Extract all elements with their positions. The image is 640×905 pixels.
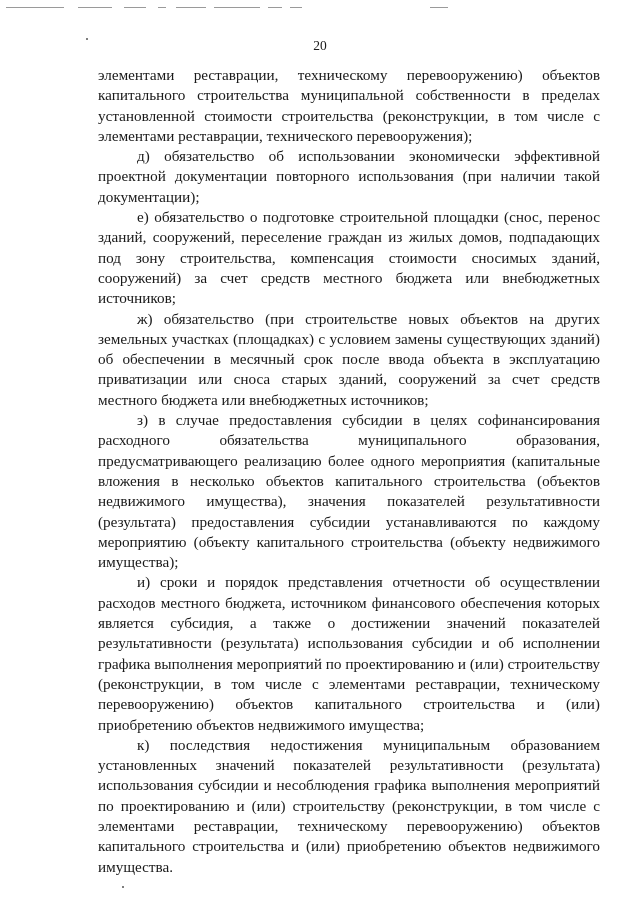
paragraph: з) в случае предоставления субсидии в целях софинансирования расходного обязательства муниципального образования, предусматривающего реализацию более одного мероприятия (капитальные вложения в несколько объектов капитального строительства (объектов недвижимого имущества), значения показателей результативности (результата) предоставления субсидии устанавливаются по каждому мероприятию (объекту капитального строительства (объекту недвижимого имущества); [98, 412, 600, 572]
paragraph: ж) обязательство (при строительстве новых объектов на других земельных участках (площадках) с условием замены существующих зданий) об обеспечении в месячный срок после ввода объекта в эксплуатацию приватизации или сноса старых зданий, сооружений за счет средств местного бюджета или внебюджетных источников; [98, 310, 600, 409]
page-number: 20 [313, 38, 327, 53]
scan-artifact-top [0, 4, 640, 10]
paragraph: к) последствия недостижения муниципальным образованием установленных значений показателей результативности (результата) использования субсидии и несоблюдения графика выполнения мероприятий по проектированию и (или) строительству (реконструкции, в том числе с элементами реставрации, техническому перевооружению) объектов капитального строительства и (или) приобретению объектов недвижимого имущества. [98, 736, 600, 876]
paragraph: е) обязательство о подготовке строительной площадки (снос, перенос зданий, сооружений, переселение граждан из жилых домов, подпадающих под зону строительства, компенсация стоимости сносимых зданий, сооружений) за счет средств местного бюджета или внебюджетных источников; [98, 209, 600, 308]
paragraph: и) сроки и порядок представления отчетности об осуществлении расходов местного бюджета, источником финансового обеспечения которых является субсидия, а также о достижении значений показателей результативности (результата) использования субсидии и об исполнении графика выполнения мероприятий по проектированию и (или) строительству (реконструкции, в том числе с элементами реставрации, техническому перевооружению) объектов капитального строительства и (или) приобретению объектов недвижимого имущества; [98, 574, 600, 734]
scan-dot [122, 886, 124, 888]
paragraph: д) обязательство об использовании экономически эффективной проектной документации повторного использования (при наличии такой документации); [98, 148, 600, 206]
document-body [98, 66, 600, 878]
paragraph: элементами реставрации, техническому перевооружению) объектов капитального строительства муниципальной собственности в пределах установленной стоимости строительства (реконструкции, в том числе с элементами реставрации, технического перевооружения); [98, 67, 600, 145]
